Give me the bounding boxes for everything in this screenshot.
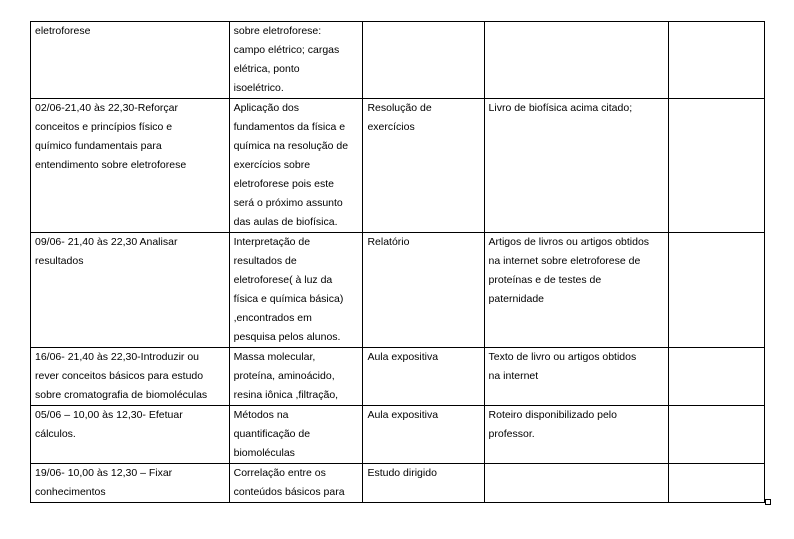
content-cell: Correlação entre os conteúdos básicos para [229, 464, 363, 503]
date-objective-cell: eletroforese [31, 22, 230, 99]
date-objective-cell: 09/06- 21,40 às 22,30 Analisar resultados [31, 233, 230, 348]
table-resize-handle[interactable] [765, 499, 771, 505]
resources-cell: Texto de livro ou artigos obtidos na internet [484, 348, 669, 406]
lesson-plan-table [30, 21, 765, 503]
table-row [31, 406, 765, 464]
table-row [31, 22, 765, 99]
empty-cell [669, 22, 765, 99]
resources-cell: Artigos de livros ou artigos obtidos na internet sobre eletroforese de proteínas e de testes de paternidade [484, 233, 669, 348]
resources-cell: Roteiro disponibilizado pelo professor. [484, 406, 669, 464]
date-objective-cell: 16/06- 21,40 às 22,30-Introduzir ou rever conceitos básicos para estudo sobre cromatografia de biomoléculas [31, 348, 230, 406]
content-cell: Massa molecular, proteína, aminoácido, resina iônica ,filtração, [229, 348, 363, 406]
methodology-cell: Aula expositiva [363, 348, 484, 406]
date-objective-cell: 02/06-21,40 às 22,30-Reforçar conceitos e princípios físico e químico fundamentais para entendimento sobre eletroforese [31, 99, 230, 233]
empty-cell [669, 406, 765, 464]
empty-cell [669, 233, 765, 348]
content-cell: Métodos na quantificação de biomoléculas [229, 406, 363, 464]
table-row [31, 348, 765, 406]
empty-cell [669, 464, 765, 503]
resources-cell [484, 22, 669, 99]
methodology-cell [363, 22, 484, 99]
methodology-cell: Aula expositiva [363, 406, 484, 464]
resources-cell: Livro de biofísica acima citado; [484, 99, 669, 233]
table-row [31, 99, 765, 233]
date-objective-cell: 05/06 – 10,00 às 12,30- Efetuar cálculos. [31, 406, 230, 464]
content-cell: sobre eletroforese: campo elétrico; cargas elétrica, ponto isoelétrico. [229, 22, 363, 99]
date-objective-cell: 19/06- 10,00 às 12,30 – Fixar conhecimentos [31, 464, 230, 503]
methodology-cell: Resolução de exercícios [363, 99, 484, 233]
table-row [31, 464, 765, 503]
empty-cell [669, 99, 765, 233]
table-row [31, 233, 765, 348]
methodology-cell: Relatório [363, 233, 484, 348]
content-cell: Aplicação dos fundamentos da física e química na resolução de exercícios sobre eletroforese pois este será o próximo assunto das aulas de biofísica. [229, 99, 363, 233]
resources-cell [484, 464, 669, 503]
empty-cell [669, 348, 765, 406]
methodology-cell: Estudo dirigido [363, 464, 484, 503]
content-cell: Interpretação de resultados de eletroforese( à luz da física e química básica) ,encontrados em pesquisa pelos alunos. [229, 233, 363, 348]
